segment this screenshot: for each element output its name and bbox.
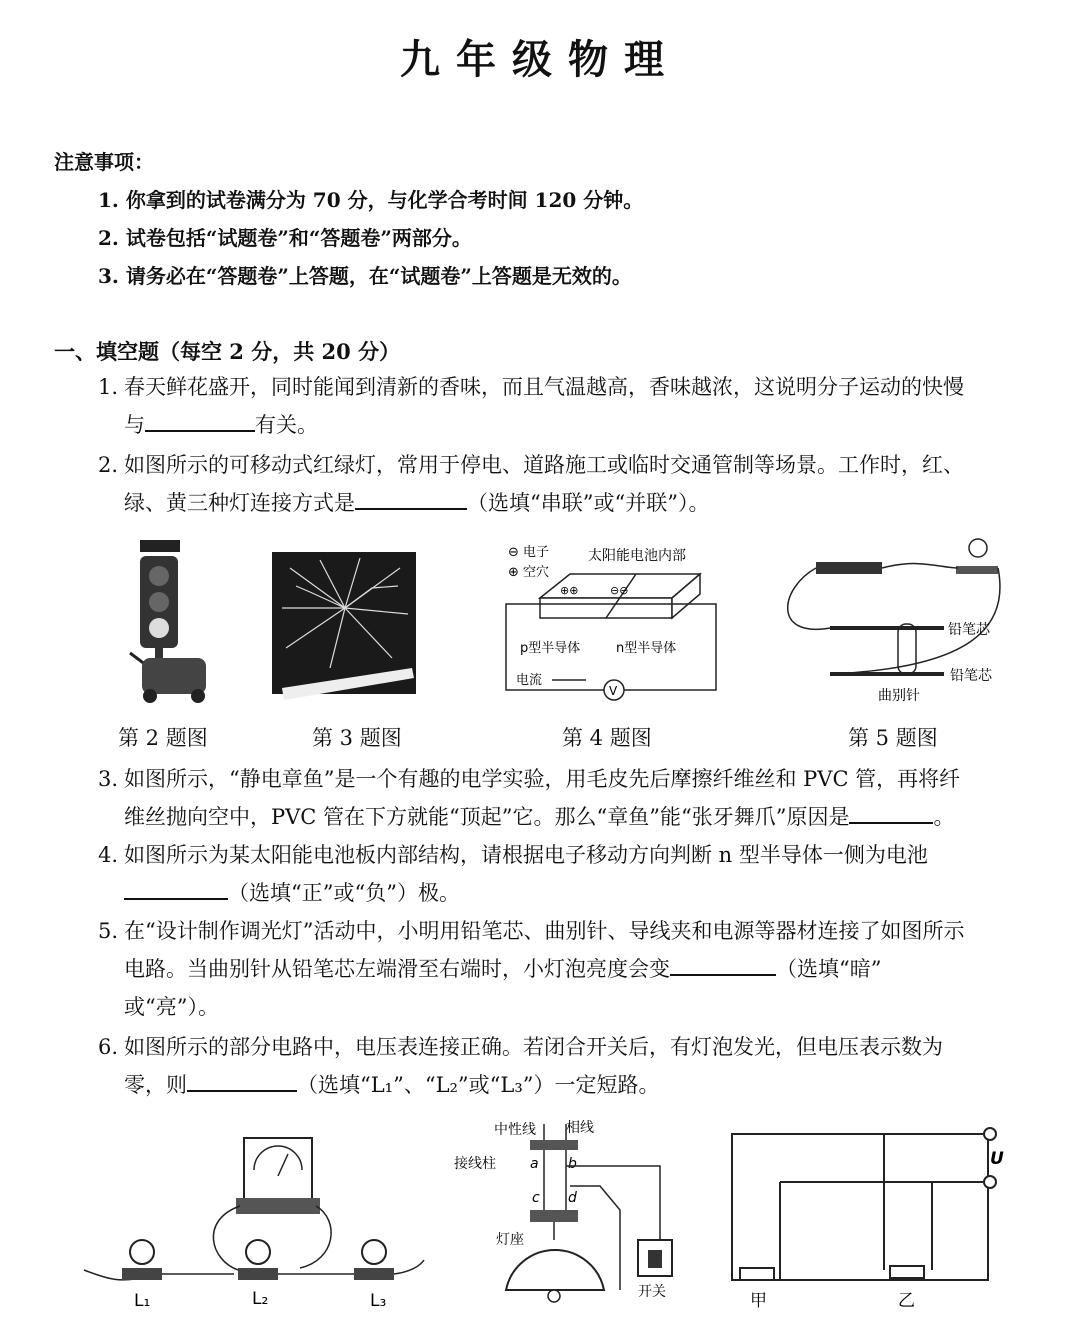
- lamp-label: 乙: [898, 1291, 915, 1311]
- question-text: 。: [933, 805, 955, 829]
- lamp-wiring-figure: [454, 1119, 672, 1302]
- question-text: 维丝抛向空中，PVC 管在下方就能“顶起”它。那么“章鱼”能“张牙舞爪”原因是: [124, 805, 850, 829]
- figures-row: [0, 528, 1080, 718]
- bulb-label: L₂: [252, 1289, 269, 1309]
- question-number: 3.: [98, 767, 119, 791]
- question-text: 如图所示，“静电章鱼”是一个有趣的电学实验，用毛皮先后摩擦纤维丝和 PVC 管，再将纤: [124, 767, 961, 791]
- p-region-label: p型半导体: [520, 641, 581, 656]
- legend-hole: ⊕ 空穴: [508, 565, 550, 580]
- current-label: 电流: [516, 673, 543, 688]
- note-item: 1. 你拿到的试卷满分为 70 分，与化学合考时间 120 分钟。: [98, 188, 644, 212]
- note-item: 2. 试卷包括“试题卷”和“答题卷”两部分。: [98, 226, 472, 250]
- dimmer-circuit-figure: [788, 539, 1000, 704]
- notes-heading: 注意事项：: [54, 150, 154, 174]
- neutral-wire-label: 中性线: [494, 1122, 536, 1138]
- figure-caption: 第 2 题图: [118, 726, 208, 750]
- question-text: 如图所示为某太阳能电池板内部结构，请根据电子移动方向判断 n 型半导体一侧为电池: [124, 843, 928, 867]
- question-4: [98, 836, 1028, 912]
- bulb-label: L₃: [370, 1291, 387, 1311]
- pencil-lead-label: 铅笔芯: [948, 622, 990, 638]
- lamp-label: 甲: [750, 1291, 767, 1311]
- answer-blank[interactable]: [124, 876, 228, 900]
- question-text: （选填“串联”或“并联”）。: [467, 491, 710, 515]
- live-wire-label: 相线: [566, 1120, 594, 1136]
- point-label: a: [530, 1156, 539, 1172]
- question-text: 零，则: [124, 1073, 187, 1097]
- voltmeter-label: V: [609, 684, 618, 698]
- question-number: 5.: [98, 919, 119, 943]
- socket-label: 灯座: [496, 1232, 524, 1248]
- svg-text:⊕⊕: ⊕⊕: [560, 584, 579, 597]
- question-1: [98, 368, 1028, 444]
- static-octopus-figure: [272, 552, 416, 700]
- question-text: 电路。当曲别针从铅笔芯左端滑至右端时，小灯泡亮度会变: [124, 957, 670, 981]
- answer-blank[interactable]: [355, 486, 467, 510]
- solar-cell-figure: [506, 544, 716, 700]
- svg-text:⊖⊖: ⊖⊖: [610, 584, 629, 597]
- question-number: 6.: [98, 1035, 119, 1059]
- question-text: 如图所示的部分电路中，电压表连接正确。若闭合开关后，有灯泡发光，但电压表示数为: [124, 1035, 943, 1059]
- question-number: 2.: [98, 453, 119, 477]
- question-text: 春天鲜花盛开，同时能闻到清新的香味，而且气温越高，香味越浓，这说明分子运动的快慢: [124, 375, 964, 399]
- answer-blank[interactable]: [670, 952, 776, 976]
- point-label: c: [532, 1190, 540, 1206]
- question-text: 绿、黄三种灯连接方式是: [124, 491, 355, 515]
- figure-caption: 第 3 题图: [312, 726, 402, 750]
- question-text: （选填“暗”: [776, 957, 882, 981]
- bulb-label: L₁: [134, 1291, 151, 1311]
- question-2: [98, 446, 1028, 522]
- note-item: 3. 请务必在“答题卷”上答题，在“试题卷”上答题是无效的。: [98, 264, 632, 288]
- point-label: b: [568, 1156, 577, 1172]
- question-text: 有关。: [255, 413, 318, 437]
- section-heading: 一、填空题（每空 2 分，共 20 分）: [54, 339, 401, 364]
- question-text: 或“亮”）。: [124, 995, 219, 1019]
- pencil-lead-label: 铅笔芯: [950, 668, 992, 684]
- question-3: [98, 760, 1028, 836]
- terminal-label: 接线柱: [454, 1156, 496, 1172]
- figure-caption: 第 4 题图: [562, 726, 652, 750]
- point-label: d: [568, 1190, 577, 1206]
- page-title: 九年级物理: [400, 36, 680, 83]
- parallel-circuit-figure: [732, 1128, 1004, 1311]
- question-6: [98, 1028, 1028, 1104]
- question-5: [98, 912, 1028, 1026]
- n-region-label: n型半导体: [616, 641, 677, 656]
- question-text: 如图所示的可移动式红绿灯，常用于停电、道路施工或临时交通管制等场景。工作时，红、: [124, 453, 964, 477]
- question-text: （选填“正”或“负”）极。: [228, 881, 460, 905]
- answer-blank[interactable]: [145, 408, 255, 432]
- traffic-light-figure: [130, 540, 206, 703]
- answer-blank[interactable]: [187, 1068, 297, 1092]
- voltage-label: U: [990, 1149, 1004, 1169]
- diagram-title: 太阳能电池内部: [588, 548, 686, 564]
- question-number: 4.: [98, 843, 119, 867]
- legend-electron: ⊖ 电子: [508, 545, 550, 560]
- question-number: 1.: [98, 375, 119, 399]
- answer-blank[interactable]: [849, 800, 933, 824]
- voltmeter-circuit-figure: [84, 1138, 424, 1311]
- question-text: 在“设计制作调光灯”活动中，小明用铅笔芯、曲别针、导线夹和电源等器材连接了如图所示: [124, 919, 965, 943]
- paperclip-label: 曲别针: [878, 688, 920, 704]
- switch-label: 开关: [638, 1284, 666, 1300]
- question-text: 与: [124, 413, 145, 437]
- figure-caption: 第 5 题图: [848, 726, 938, 750]
- question-text: （选填“L₁”、“L₂”或“L₃”）一定短路。: [297, 1073, 660, 1097]
- bottom-figures: [0, 1110, 1080, 1324]
